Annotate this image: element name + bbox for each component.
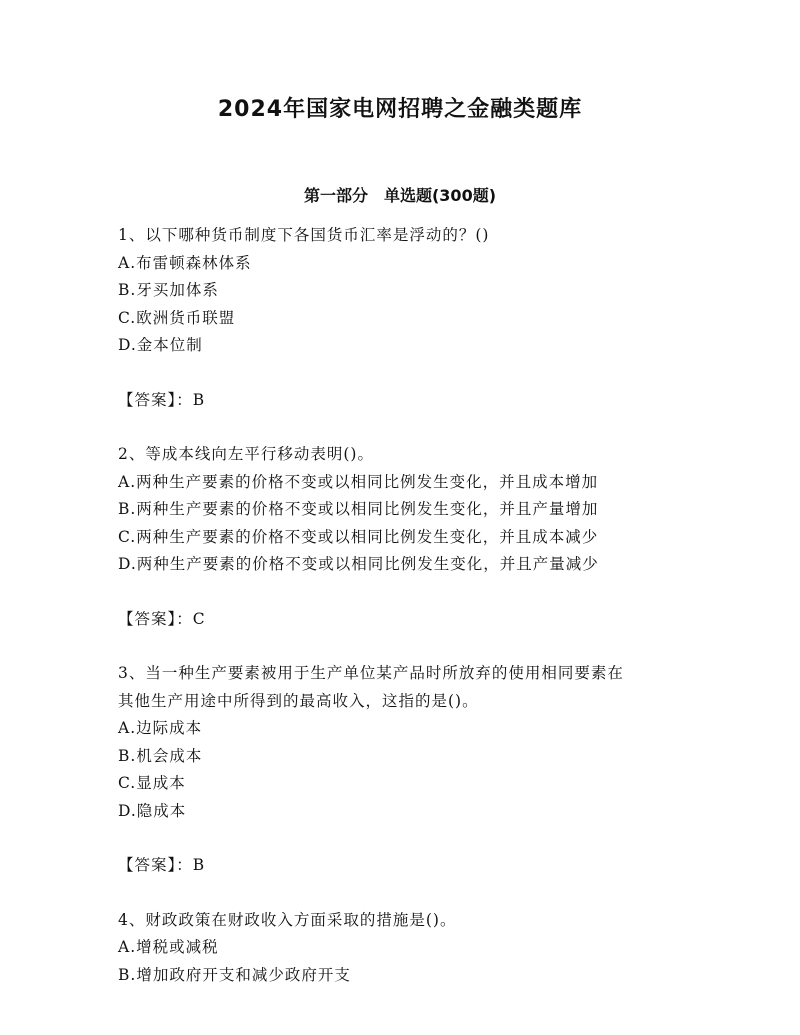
document-title: 2024年国家电网招聘之金融类题库 (217, 97, 583, 122)
question-stem: 2、等成本线向左平行移动表明()。 (118, 445, 374, 463)
question-stem-continued: 其他生产用途中所得到的最高收入，这指的是()。 (118, 691, 479, 710)
option-a: A.布雷顿森林体系 (118, 253, 252, 272)
option-c: C.两种生产要素的价格不变或以相同比例发生变化，并且成本减少 (118, 527, 599, 546)
answer-label: 【答案】：C (118, 609, 206, 628)
option-b: B.两种生产要素的价格不变或以相同比例发生变化，并且产量增加 (118, 500, 599, 518)
question-2 (118, 441, 688, 660)
question-list (118, 222, 688, 989)
section-heading: 第一部分 单选题(300题) (303, 186, 497, 205)
question-1 (118, 222, 688, 441)
option-a: A.边际成本 (118, 719, 203, 737)
question-stem: 1、以下哪种货币制度下各国货币汇率是浮动的？() (118, 226, 490, 244)
question-4 (118, 907, 688, 990)
question-3 (118, 660, 688, 907)
question-stem: 4、财政政策在财政收入方面采取的措施是()。 (118, 910, 457, 929)
option-b: B.机会成本 (118, 746, 203, 765)
option-d: D.两种生产要素的价格不变或以相同比例发生变化，并且产量减少 (118, 555, 599, 573)
answer-label: 【答案】：B (118, 390, 206, 409)
option-c: C.欧洲货币联盟 (118, 308, 236, 327)
option-b: B.增加政府开支和减少政府开支 (118, 965, 351, 984)
option-a: A.增税或减税 (118, 938, 219, 956)
option-b: B.牙买加体系 (118, 281, 219, 299)
option-d: D.金本位制 (118, 336, 203, 354)
option-c: C.显成本 (118, 774, 186, 792)
answer-label: 【答案】：B (118, 856, 206, 874)
question-stem: 3、当一种生产要素被用于生产单位某产品时所放弃的使用相同要素在 (118, 664, 624, 682)
option-d: D.隐成本 (118, 801, 187, 820)
option-a: A.两种生产要素的价格不变或以相同比例发生变化，并且成本增加 (118, 472, 599, 491)
